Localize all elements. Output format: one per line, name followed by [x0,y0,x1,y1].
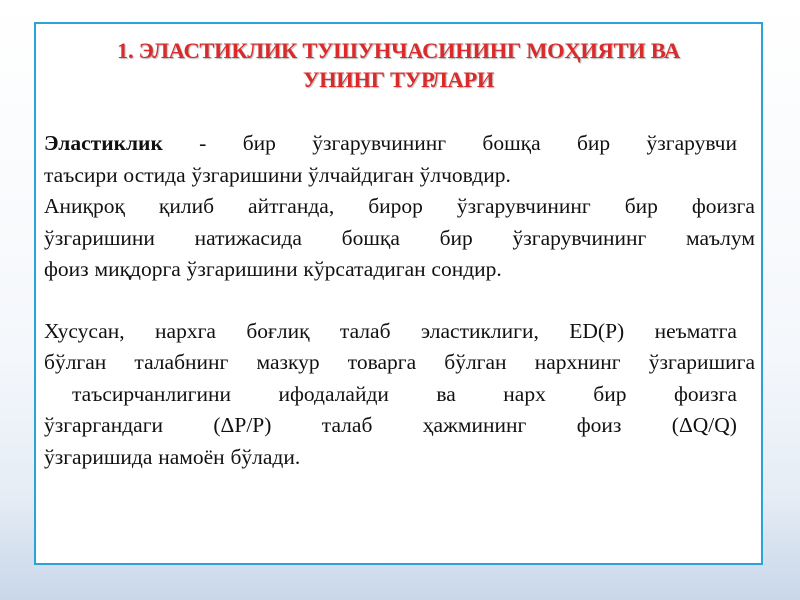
word: таъсири [44,162,118,187]
word: мазкур [256,350,320,374]
title-line-2: УНИНГ ТУРЛАРИ [302,67,495,92]
word: нарх [503,381,546,406]
word: ўзгарувчининг [512,225,647,250]
word: ўзгарувчи [646,131,737,155]
body-line [44,410,755,442]
body-line [44,379,755,411]
word: товарга [347,350,417,374]
word: ўлчовдир. [419,162,511,187]
word: бўлган [444,350,507,374]
word: нархга [155,318,216,343]
word: фоизга [673,381,737,406]
word: маълум [686,225,755,250]
word: намоён [158,444,225,469]
word: - [199,131,207,155]
word: нархнинг [534,350,621,374]
body-line [44,316,755,348]
word: фоизга [691,194,755,218]
word: бўлади. [230,444,301,469]
word: таъсирчанлигини [72,381,232,406]
word: талаб [339,318,391,343]
word: натижасида [194,225,302,250]
word: ўзгаришида [44,444,153,469]
body-line [44,128,755,160]
word: ўзгарувчининг [312,131,447,155]
word: остида [123,162,186,187]
word: фоиз [44,257,89,281]
word: бирор [368,194,423,218]
word: ED(P) [569,318,625,343]
body-line [44,160,755,192]
word: талаб [321,413,373,437]
word: бошқа [482,131,541,155]
body-line [44,347,755,379]
word: айтганда, [248,194,335,218]
word: кўрсатадиган [303,257,426,281]
body-line [44,223,755,255]
title-line-1: 1. ЭЛАСТИКЛИК ТУШУНЧАСИНИНГ МОҲИЯТИ ВА [117,38,680,63]
word: талабнинг [134,350,229,374]
word: ўзгаришини [186,257,298,281]
term-elasticity: Эластиклик [44,131,163,155]
body-line [44,442,755,474]
word: бошқа [341,225,400,250]
word: миқдорга [94,257,181,281]
word: (ΔP/P) [213,413,272,437]
slide-body [44,128,755,473]
word: қилиб [158,194,215,218]
word: ўлчайдиган [308,162,414,187]
word: ўзгарувчининг [456,194,591,218]
word: ифодалайди [278,381,389,406]
slide-frame [34,22,763,565]
word: бўлган [44,350,107,374]
word: фоиз [576,413,622,437]
body-line [44,191,755,223]
word: сондир. [431,257,502,281]
word: ўзгаришига [648,350,755,374]
word: Аниқроқ [44,194,125,218]
word: ўзгаргандаги [44,413,164,437]
word: бир [242,131,276,155]
slide-title [36,36,761,94]
word: бир [593,381,627,406]
word: бир [624,194,658,218]
word: боғлиқ [246,318,310,343]
word: Хусусан, [44,318,125,343]
word: ўзгаришини [44,225,155,250]
word: ҳажмининг [422,413,527,437]
word: неъматга [654,318,737,343]
word: бир [439,225,473,250]
word: эластиклиги, [420,318,539,343]
word: ва [436,381,456,406]
word: бир [576,131,611,155]
word: (ΔQ/Q) [671,413,737,437]
body-line [44,254,755,286]
paragraph-gap [44,286,755,316]
word: ўзгаришини [191,162,303,187]
